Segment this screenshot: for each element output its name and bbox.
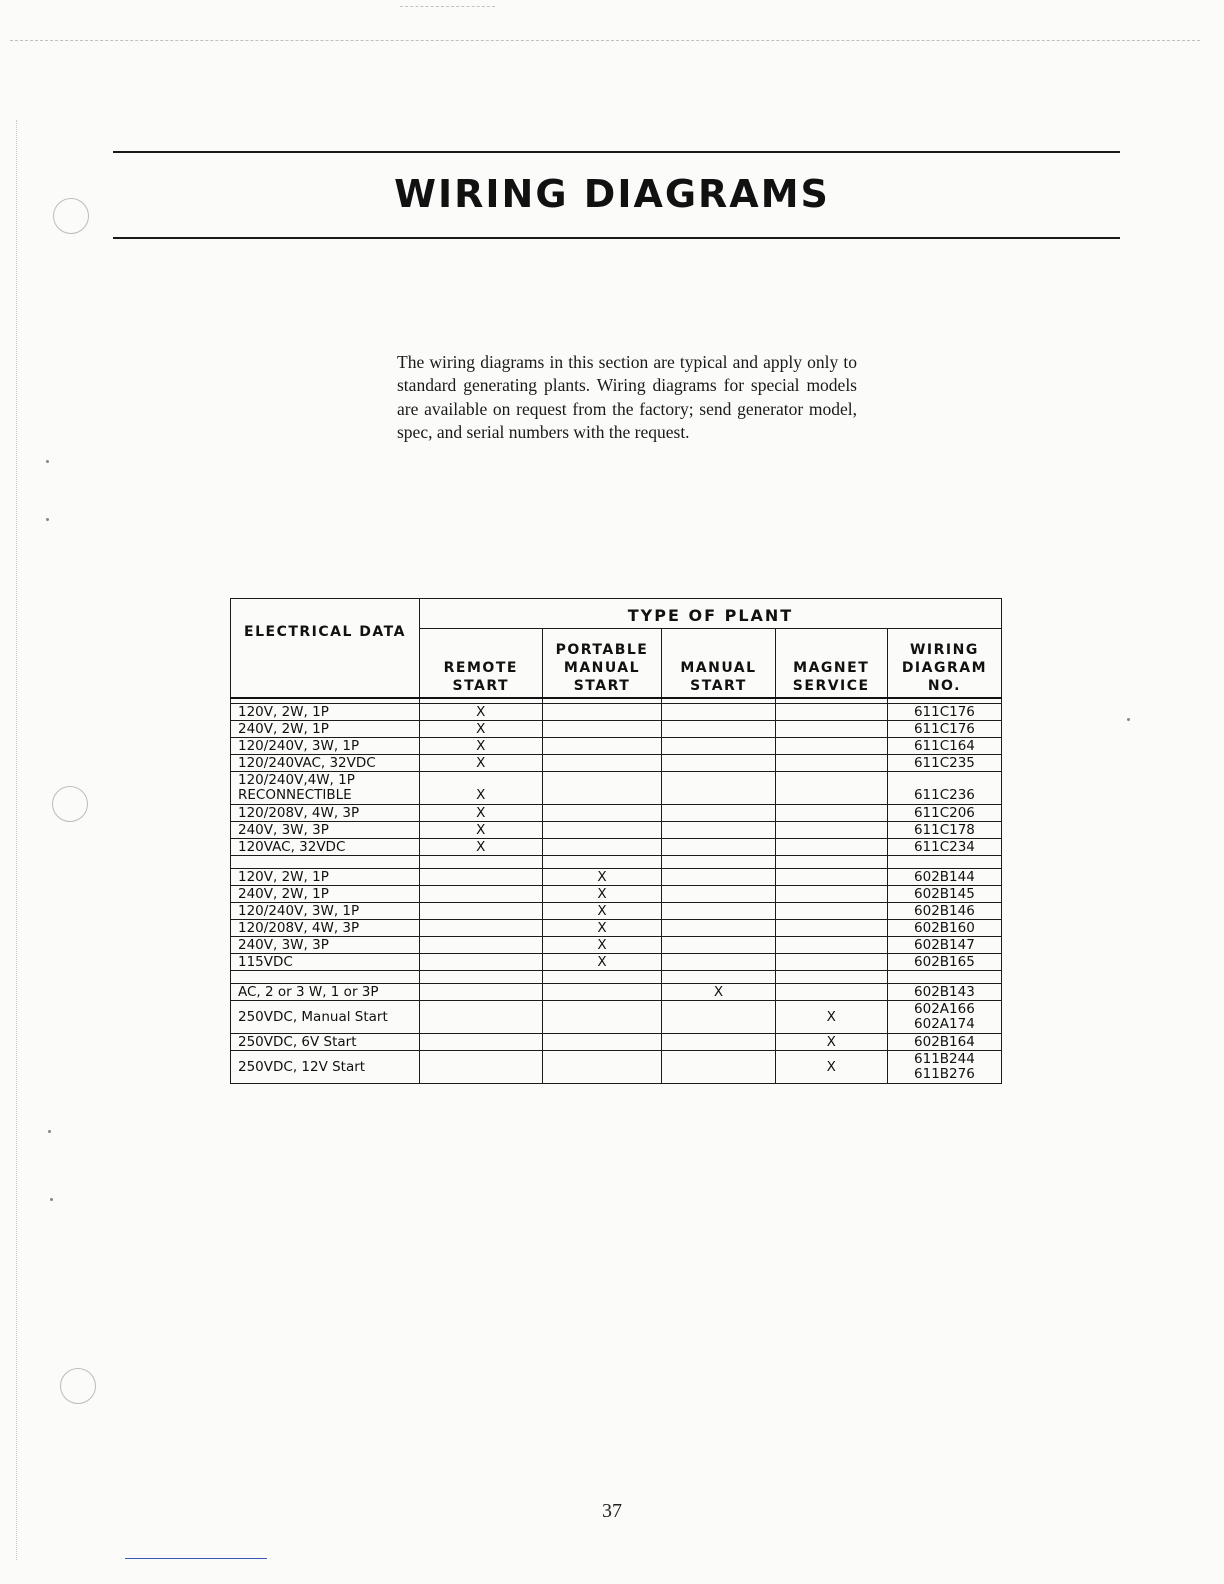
scan-artifact-blue-line — [125, 1558, 267, 1559]
cell-diagram-line: 602A166 — [914, 1001, 975, 1017]
table-row — [231, 805, 1002, 822]
cell-diagram: 611C164 — [887, 738, 1001, 755]
scan-artifact-edge — [16, 120, 17, 1560]
table-row — [231, 772, 1002, 805]
cell-magnet — [775, 839, 887, 856]
cell-portable — [542, 805, 662, 822]
cell-diagram: 602B145 — [887, 886, 1001, 903]
cell-manual — [662, 738, 775, 755]
cell-remote: X — [419, 755, 542, 772]
punch-hole — [60, 1368, 96, 1404]
cell-remote — [419, 920, 542, 937]
page-title: WIRING DIAGRAMS — [394, 172, 830, 216]
cell-diagram: 611C206 — [887, 805, 1001, 822]
cell-portable: X — [542, 869, 662, 886]
cell-electrical: 240V, 2W, 1P — [231, 886, 420, 903]
cell-remote: X — [419, 772, 542, 805]
cell-manual — [662, 937, 775, 954]
cell-manual: X — [662, 984, 775, 1001]
cell-diagram: 602B147 — [887, 937, 1001, 954]
speck — [46, 518, 49, 521]
cell-manual — [662, 1034, 775, 1051]
punch-hole — [52, 786, 88, 822]
cell-manual — [662, 869, 775, 886]
table-spacer-row — [231, 971, 1002, 984]
title-rule-top — [113, 151, 1120, 153]
scan-artifact-top — [400, 6, 495, 7]
cell-portable: X — [542, 886, 662, 903]
scan-artifact-line — [10, 40, 1200, 41]
cell-portable — [542, 1034, 662, 1051]
cell-diagram: 611C176 — [887, 704, 1001, 721]
cell-diagram-line: 611B276 — [914, 1066, 975, 1082]
table-row — [231, 755, 1002, 772]
header-portable-manual-start: PORTABLE MANUAL START — [542, 629, 662, 699]
cell-portable: X — [542, 903, 662, 920]
cell-remote: X — [419, 721, 542, 738]
cell-magnet — [775, 903, 887, 920]
speck — [1127, 718, 1130, 721]
cell-remote — [419, 869, 542, 886]
cell-manual — [662, 1051, 775, 1084]
cell-magnet: X — [775, 1034, 887, 1051]
table-row — [231, 822, 1002, 839]
cell-portable: X — [542, 920, 662, 937]
cell-manual — [662, 721, 775, 738]
cell-magnet — [775, 738, 887, 755]
table-row — [231, 869, 1002, 886]
cell-electrical: 120/208V, 4W, 3P — [231, 805, 420, 822]
speck — [48, 1130, 51, 1133]
cell-portable — [542, 1051, 662, 1084]
cell-manual — [662, 805, 775, 822]
table-row — [231, 1034, 1002, 1051]
cell-portable — [542, 839, 662, 856]
cell-magnet: X — [775, 1001, 887, 1034]
table-row — [231, 954, 1002, 971]
table-row — [231, 839, 1002, 856]
cell-electrical: 240V, 2W, 1P — [231, 721, 420, 738]
cell-remote — [419, 937, 542, 954]
cell-manual — [662, 704, 775, 721]
table-row — [231, 984, 1002, 1001]
cell-manual — [662, 772, 775, 805]
cell-electrical: 250VDC, Manual Start — [231, 1001, 420, 1034]
cell-magnet — [775, 822, 887, 839]
cell-diagram-line: 602A174 — [914, 1016, 975, 1032]
intro-paragraph: The wiring diagrams in this section are typical and apply only to standard generating plants. Wiring diagrams for special models are available on request from the factory; send generator model, spec, and serial numbers with the request. — [397, 351, 857, 442]
wiring-diagram-table — [230, 598, 1002, 1084]
header-remote-start: REMOTE START — [419, 629, 542, 699]
cell-electrical: AC, 2 or 3 W, 1 or 3P — [231, 984, 420, 1001]
header-magnet-service: MAGNET SERVICE — [775, 629, 887, 699]
cell-electrical: 115VDC — [231, 954, 420, 971]
header-wiring-diagram-no: WIRING DIAGRAM NO. — [887, 629, 1001, 699]
cell-remote — [419, 1051, 542, 1084]
table-row — [231, 1051, 1002, 1084]
cell-manual — [662, 1001, 775, 1034]
page-number: 37 — [602, 1500, 622, 1522]
cell-electrical: 120/208V, 4W, 3P — [231, 920, 420, 937]
cell-remote: X — [419, 805, 542, 822]
cell-remote — [419, 954, 542, 971]
cell-magnet: X — [775, 1051, 887, 1084]
cell-remote: X — [419, 839, 542, 856]
cell-magnet — [775, 805, 887, 822]
cell-portable — [542, 721, 662, 738]
cell-electrical: 120V, 2W, 1P — [231, 704, 420, 721]
table-row — [231, 920, 1002, 937]
title-rule-bottom — [113, 237, 1120, 239]
cell-portable — [542, 755, 662, 772]
cell-electrical: 250VDC, 12V Start — [231, 1051, 420, 1084]
header-electrical-data: ELECTRICAL DATA — [231, 599, 420, 699]
speck — [50, 1198, 53, 1201]
cell-remote: X — [419, 704, 542, 721]
cell-manual — [662, 886, 775, 903]
speck — [46, 460, 49, 463]
cell-remote — [419, 886, 542, 903]
cell-magnet — [775, 869, 887, 886]
cell-diagram: 602B146 — [887, 903, 1001, 920]
cell-manual — [662, 839, 775, 856]
cell-diagram: 611C234 — [887, 839, 1001, 856]
cell-diagram: 611C236 — [887, 772, 1001, 805]
cell-manual — [662, 954, 775, 971]
cell-magnet — [775, 937, 887, 954]
cell-electrical: 120V, 2W, 1P — [231, 869, 420, 886]
cell-manual — [662, 755, 775, 772]
cell-magnet — [775, 772, 887, 805]
cell-portable — [542, 738, 662, 755]
cell-magnet — [775, 886, 887, 903]
cell-remote — [419, 1001, 542, 1034]
cell-remote — [419, 984, 542, 1001]
table-row — [231, 903, 1002, 920]
cell-portable — [542, 984, 662, 1001]
table-spacer-row — [231, 856, 1002, 869]
cell-magnet — [775, 704, 887, 721]
cell-electrical: 120/240V, 3W, 1P — [231, 738, 420, 755]
cell-magnet — [775, 954, 887, 971]
cell-electrical: 240V, 3W, 3P — [231, 937, 420, 954]
table-row — [231, 738, 1002, 755]
cell-manual — [662, 903, 775, 920]
cell-manual — [662, 920, 775, 937]
cell-portable — [542, 1001, 662, 1034]
cell-diagram: 611C235 — [887, 755, 1001, 772]
cell-remote — [419, 1034, 542, 1051]
cell-electrical: 120VAC, 32VDC — [231, 839, 420, 856]
cell-electrical: 120/240V,4W, 1P RECONNECTIBLE — [231, 772, 420, 805]
cell-diagram-line: 611B244 — [914, 1051, 975, 1067]
cell-portable — [542, 822, 662, 839]
cell-diagram: 602B143 — [887, 984, 1001, 1001]
cell-portable: X — [542, 937, 662, 954]
cell-electrical: 250VDC, 6V Start — [231, 1034, 420, 1051]
cell-diagram — [887, 1051, 1001, 1084]
cell-diagram: 611C178 — [887, 822, 1001, 839]
cell-portable — [542, 704, 662, 721]
cell-diagram — [887, 1001, 1001, 1034]
cell-remote — [419, 903, 542, 920]
cell-diagram: 602B160 — [887, 920, 1001, 937]
cell-electrical: 120/240VAC, 32VDC — [231, 755, 420, 772]
cell-diagram: 611C176 — [887, 721, 1001, 738]
cell-magnet — [775, 920, 887, 937]
cell-electrical: 120/240V, 3W, 1P — [231, 903, 420, 920]
header-type-of-plant: TYPE OF PLANT — [419, 599, 1001, 629]
cell-portable — [542, 772, 662, 805]
cell-magnet — [775, 755, 887, 772]
table-row — [231, 937, 1002, 954]
cell-diagram: 602B164 — [887, 1034, 1001, 1051]
cell-remote: X — [419, 822, 542, 839]
table-row — [231, 1001, 1002, 1034]
cell-remote: X — [419, 738, 542, 755]
cell-magnet — [775, 721, 887, 738]
cell-electrical: 240V, 3W, 3P — [231, 822, 420, 839]
cell-diagram: 602B165 — [887, 954, 1001, 971]
cell-diagram: 602B144 — [887, 869, 1001, 886]
table-row — [231, 721, 1002, 738]
table-row — [231, 704, 1002, 721]
table-row — [231, 886, 1002, 903]
cell-portable: X — [542, 954, 662, 971]
cell-manual — [662, 822, 775, 839]
header-manual-start: MANUAL START — [662, 629, 775, 699]
cell-magnet — [775, 984, 887, 1001]
